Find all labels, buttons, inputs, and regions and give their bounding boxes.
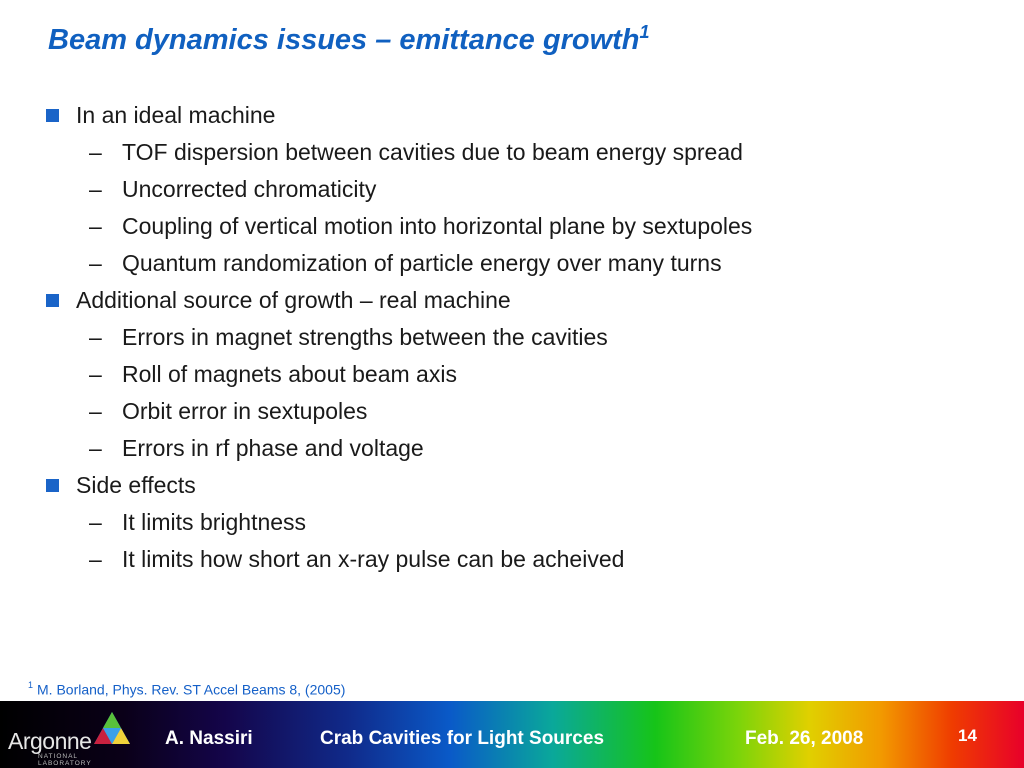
page-number: 14 <box>958 726 977 745</box>
bullet-group <box>46 97 752 282</box>
sub-bullet-text: It limits how short an x-ray pulse can be acheived <box>122 546 625 572</box>
sub-bullet-item <box>46 134 752 171</box>
logo-subtext: NATIONAL LABORATORY <box>38 753 92 767</box>
sub-bullet-list <box>46 134 752 282</box>
sub-bullet-item <box>46 208 752 245</box>
dash-bullet-icon: – <box>89 435 102 461</box>
logo-triangle-icon <box>92 710 132 746</box>
dash-bullet-icon: – <box>89 361 102 387</box>
footer-author: A. Nassiri <box>165 728 253 749</box>
sub-bullet-item <box>46 504 752 541</box>
sub-bullet-text: Coupling of vertical motion into horizontal plane by sextupoles <box>122 213 753 239</box>
dash-bullet-icon: – <box>89 324 102 350</box>
dash-bullet-icon: – <box>89 398 102 424</box>
sub-bullet-item <box>46 245 752 282</box>
footnote <box>28 681 345 698</box>
sub-bullet-item <box>46 319 752 356</box>
sub-bullet-text: Uncorrected chromaticity <box>122 176 377 202</box>
dash-bullet-icon: – <box>89 546 102 572</box>
sub-bullet-text: Roll of magnets about beam axis <box>122 361 457 387</box>
dash-bullet-icon: – <box>89 509 102 535</box>
sub-bullet-text: It limits brightness <box>122 509 307 535</box>
footer-bar <box>0 701 1024 768</box>
sub-bullet-text: Quantum randomization of particle energy over many turns <box>122 250 722 276</box>
bullet-item <box>46 97 752 134</box>
footnote-marker: 1 <box>28 680 34 690</box>
sub-bullet-list <box>46 319 752 467</box>
argonne-logo <box>8 710 133 767</box>
sub-bullet-list <box>46 504 752 578</box>
square-bullet-icon <box>46 294 59 307</box>
dash-bullet-icon: – <box>89 213 102 239</box>
bullet-group <box>46 467 752 578</box>
bullet-text: Additional source of growth – real machine <box>76 287 511 313</box>
sub-bullet-item <box>46 430 752 467</box>
logo-wordmark: Argonne <box>8 728 92 754</box>
footer-talk-title: Crab Cavities for Light Sources <box>320 728 605 749</box>
slide-title <box>48 24 650 57</box>
bullet-text: Side effects <box>76 472 196 498</box>
bullet-item <box>46 282 752 319</box>
square-bullet-icon <box>46 109 59 122</box>
sub-bullet-item <box>46 356 752 393</box>
sub-bullet-item <box>46 171 752 208</box>
dash-bullet-icon: – <box>89 139 102 165</box>
dash-bullet-icon: – <box>89 176 102 202</box>
footer-date: Feb. 26, 2008 <box>745 728 864 749</box>
sub-bullet-text: Errors in rf phase and voltage <box>122 435 424 461</box>
footnote-text: M. Borland, Phys. Rev. ST Accel Beams 8, (2005) <box>37 681 346 698</box>
sub-bullet-item <box>46 541 752 578</box>
title-footnote-marker: 1 <box>639 22 650 42</box>
square-bullet-icon <box>46 479 59 492</box>
sub-bullet-text: Orbit error in sextupoles <box>122 398 368 424</box>
bullet-list <box>46 97 752 578</box>
sub-bullet-text: Errors in magnet strengths between the cavities <box>122 324 608 350</box>
sub-bullet-item <box>46 393 752 430</box>
dash-bullet-icon: – <box>89 250 102 276</box>
slide-title-text: Beam dynamics issues – emittance growth <box>48 24 640 56</box>
bullet-group <box>46 282 752 467</box>
bullet-text: In an ideal machine <box>76 102 276 128</box>
bullet-item <box>46 467 752 504</box>
sub-bullet-text: TOF dispersion between cavities due to beam energy spread <box>122 139 743 165</box>
